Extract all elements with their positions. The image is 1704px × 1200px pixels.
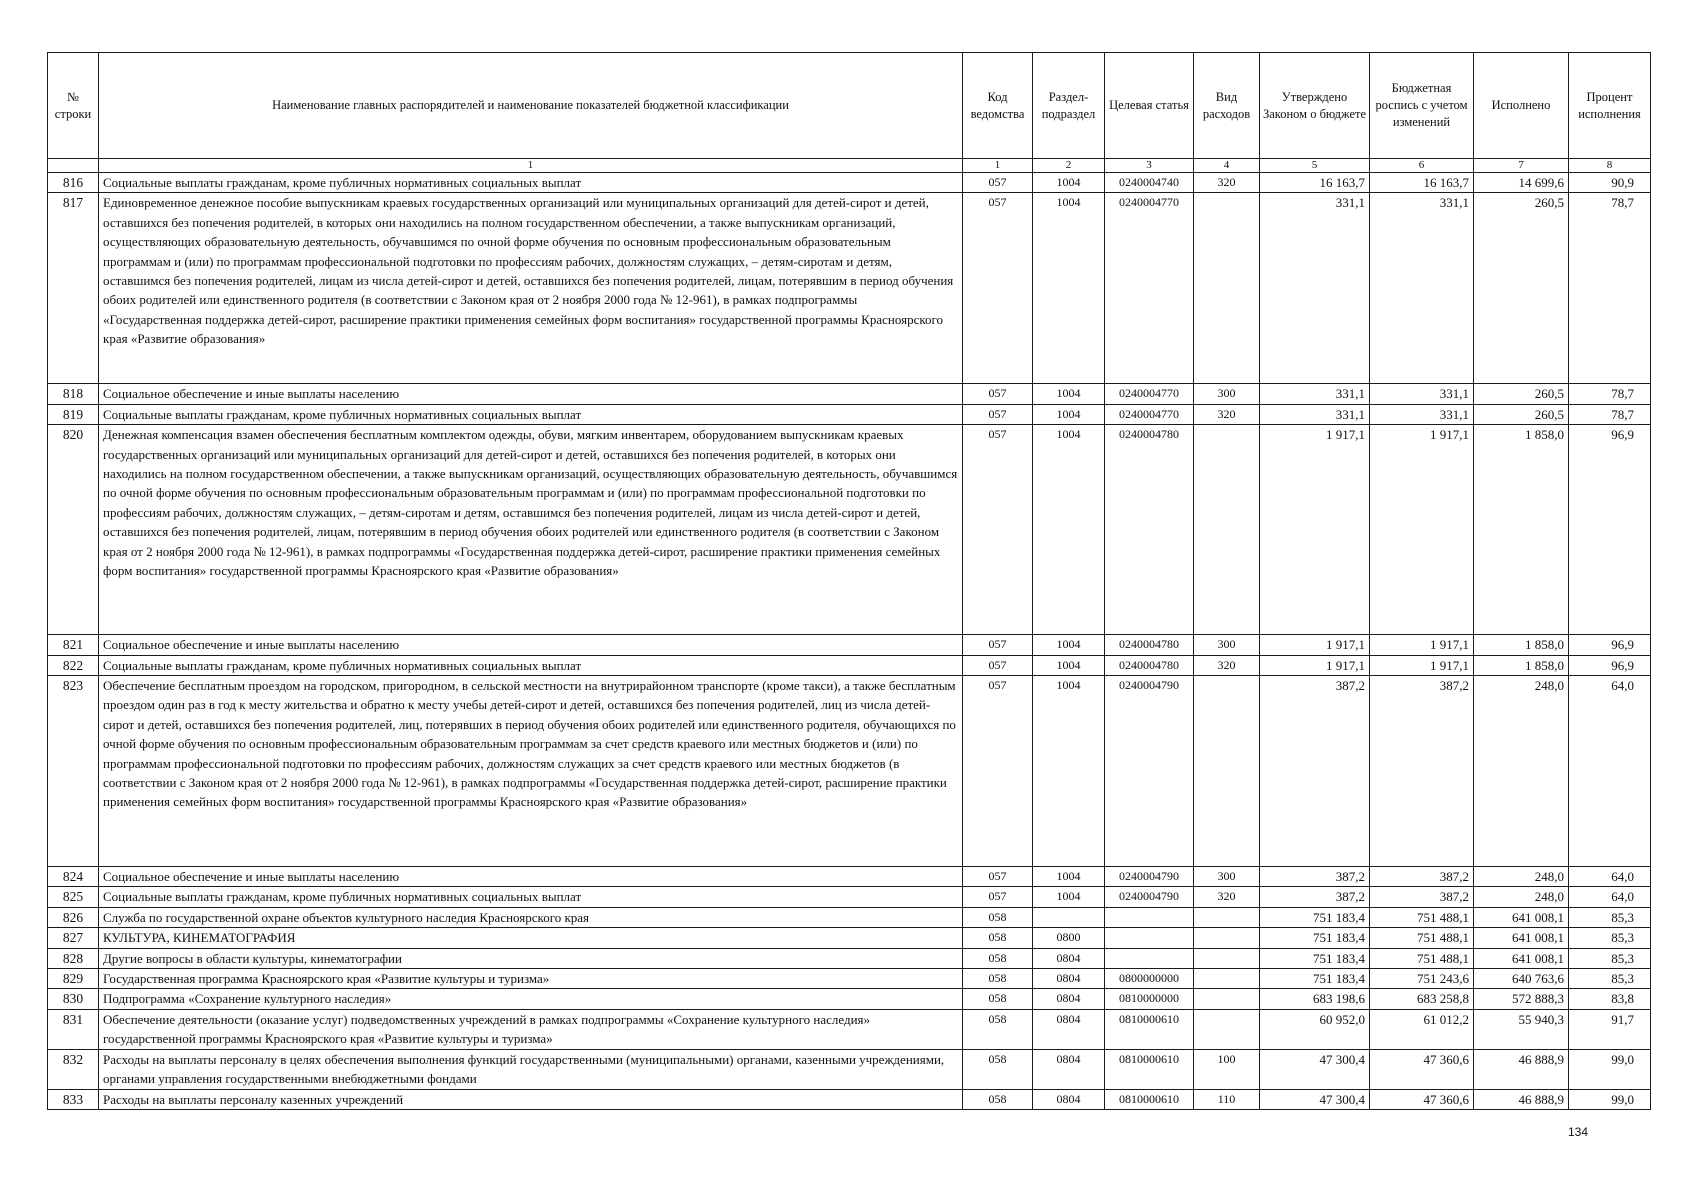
approved-amount: 751 183,4 [1260, 907, 1370, 927]
header-executed: Исполнено [1474, 53, 1569, 159]
execution-percent: 85,3 [1569, 969, 1651, 989]
section-code: 1004 [1033, 404, 1105, 424]
row-name: Денежная компенсация взамен обеспечения бесплатным комплектом одежды, обуви, мягким инвентарем, оборудованием выпускникам краевых государственных организаций или муниципальных организаций для детей-сирот и детей, оставшихся без попечения родителей, в которых они находились на полном государственном обеспечении, а также выпускникам организаций, осуществляющих образовательную деятельность, обучавшимся по очной форме обучения по основным профессиональным образовательным программам и (или) по программам профессиональной подготовки по профессиям рабочих, должностям служащих, – детям-сиротам и детям, оставшимся без попечения родителей, лицам из числа детей-сирот и детей, оставшихся без попечения родителей, лицам, потерявшим в период обучения обоих родителей или единственного родителя (в соответствии с Законом края от 2 ноября 2000 года № 12-961), в рамках подпрограммы «Государственная поддержка детей-сирот, расширение практики применения семейных форм воспитания» государственной программы Красноярского края «Развитие образования» [99, 425, 963, 635]
dept-code: 057 [963, 404, 1033, 424]
column-number: 7 [1474, 159, 1569, 173]
approved-amount: 387,2 [1260, 887, 1370, 907]
expense-type: 320 [1194, 173, 1260, 193]
dept-code: 057 [963, 867, 1033, 887]
expense-type: 100 [1194, 1049, 1260, 1089]
executed-amount: 46 888,9 [1474, 1049, 1569, 1089]
row-name: Другие вопросы в области культуры, кинематографии [99, 948, 963, 968]
table-row [48, 635, 1651, 655]
executed-amount: 641 008,1 [1474, 928, 1569, 948]
schedule-amount: 751 488,1 [1370, 928, 1474, 948]
executed-amount: 260,5 [1474, 193, 1569, 384]
dept-code: 057 [963, 676, 1033, 867]
target-article: 0800000000 [1105, 969, 1194, 989]
column-number: 2 [1033, 159, 1105, 173]
executed-amount: 248,0 [1474, 887, 1569, 907]
executed-amount: 248,0 [1474, 676, 1569, 867]
expense-type [1194, 907, 1260, 927]
schedule-amount: 751 488,1 [1370, 948, 1474, 968]
budget-execution-table [47, 52, 1651, 1110]
dept-code: 057 [963, 425, 1033, 635]
row-number: 816 [48, 173, 99, 193]
approved-amount: 47 300,4 [1260, 1049, 1370, 1089]
row-number: 830 [48, 989, 99, 1009]
target-article: 0240004770 [1105, 193, 1194, 384]
table-row [48, 425, 1651, 635]
approved-amount: 331,1 [1260, 404, 1370, 424]
row-number: 832 [48, 1049, 99, 1089]
approved-amount: 751 183,4 [1260, 948, 1370, 968]
dept-code: 058 [963, 989, 1033, 1009]
dept-code: 057 [963, 655, 1033, 675]
schedule-amount: 751 243,6 [1370, 969, 1474, 989]
target-article [1105, 948, 1194, 968]
header-percent: Процент исполнения [1569, 53, 1651, 159]
target-article: 0810000610 [1105, 1089, 1194, 1109]
column-number: 4 [1194, 159, 1260, 173]
schedule-amount: 47 360,6 [1370, 1089, 1474, 1109]
execution-percent: 64,0 [1569, 867, 1651, 887]
schedule-amount: 751 488,1 [1370, 907, 1474, 927]
execution-percent: 78,7 [1569, 404, 1651, 424]
schedule-amount: 47 360,6 [1370, 1049, 1474, 1089]
target-article [1105, 907, 1194, 927]
executed-amount: 641 008,1 [1474, 907, 1569, 927]
column-number-row [48, 159, 1651, 173]
expense-type [1194, 989, 1260, 1009]
schedule-amount: 683 258,8 [1370, 989, 1474, 1009]
approved-amount: 1 917,1 [1260, 655, 1370, 675]
target-article: 0240004770 [1105, 404, 1194, 424]
row-name: Государственная программа Красноярского края «Развитие культуры и туризма» [99, 969, 963, 989]
expense-type [1194, 676, 1260, 867]
section-code [1033, 907, 1105, 927]
row-number: 824 [48, 867, 99, 887]
column-number [48, 159, 99, 173]
target-article: 0240004780 [1105, 655, 1194, 675]
execution-percent: 90,9 [1569, 173, 1651, 193]
table-row [48, 867, 1651, 887]
schedule-amount: 387,2 [1370, 676, 1474, 867]
row-name: Социальные выплаты гражданам, кроме публичных нормативных социальных выплат [99, 655, 963, 675]
table-row [48, 404, 1651, 424]
expense-type: 300 [1194, 384, 1260, 404]
executed-amount: 1 858,0 [1474, 655, 1569, 675]
section-code: 1004 [1033, 635, 1105, 655]
executed-amount: 1 858,0 [1474, 635, 1569, 655]
dept-code: 058 [963, 1089, 1033, 1109]
section-code: 0804 [1033, 1089, 1105, 1109]
executed-amount: 1 858,0 [1474, 425, 1569, 635]
execution-percent: 64,0 [1569, 887, 1651, 907]
schedule-amount: 331,1 [1370, 384, 1474, 404]
expense-type: 300 [1194, 635, 1260, 655]
row-number: 817 [48, 193, 99, 384]
table-row [48, 948, 1651, 968]
approved-amount: 331,1 [1260, 193, 1370, 384]
section-code: 0804 [1033, 1009, 1105, 1049]
target-article: 0810000000 [1105, 989, 1194, 1009]
approved-amount: 16 163,7 [1260, 173, 1370, 193]
approved-amount: 683 198,6 [1260, 989, 1370, 1009]
row-name: Социальные выплаты гражданам, кроме публичных нормативных социальных выплат [99, 173, 963, 193]
executed-amount: 260,5 [1474, 384, 1569, 404]
executed-amount: 55 940,3 [1474, 1009, 1569, 1049]
header-expense-type: Вид расходов [1194, 53, 1260, 159]
expense-type: 320 [1194, 404, 1260, 424]
approved-amount: 387,2 [1260, 867, 1370, 887]
target-article: 0240004780 [1105, 425, 1194, 635]
execution-percent: 99,0 [1569, 1089, 1651, 1109]
execution-percent: 85,3 [1569, 907, 1651, 927]
dept-code: 058 [963, 1009, 1033, 1049]
header-approved: Утверждено Законом о бюджете [1260, 53, 1370, 159]
section-code: 1004 [1033, 867, 1105, 887]
expense-type: 110 [1194, 1089, 1260, 1109]
row-number: 833 [48, 1089, 99, 1109]
row-name: Социальное обеспечение и иные выплаты населению [99, 867, 963, 887]
target-article: 0240004790 [1105, 867, 1194, 887]
header-row-no: № строки [48, 53, 99, 159]
table-body [48, 173, 1651, 1110]
target-article: 0240004770 [1105, 384, 1194, 404]
expense-type: 300 [1194, 867, 1260, 887]
execution-percent: 96,9 [1569, 655, 1651, 675]
target-article: 0240004780 [1105, 635, 1194, 655]
approved-amount: 387,2 [1260, 676, 1370, 867]
execution-percent: 85,3 [1569, 948, 1651, 968]
execution-percent: 91,7 [1569, 1009, 1651, 1049]
approved-amount: 751 183,4 [1260, 928, 1370, 948]
header-row [48, 53, 1651, 159]
approved-amount: 1 917,1 [1260, 425, 1370, 635]
execution-percent: 96,9 [1569, 425, 1651, 635]
row-number: 828 [48, 948, 99, 968]
schedule-amount: 1 917,1 [1370, 635, 1474, 655]
schedule-amount: 61 012,2 [1370, 1009, 1474, 1049]
section-code: 1004 [1033, 193, 1105, 384]
section-code: 1004 [1033, 655, 1105, 675]
row-number: 831 [48, 1009, 99, 1049]
table-row [48, 655, 1651, 675]
table-row [48, 887, 1651, 907]
section-code: 1004 [1033, 173, 1105, 193]
row-number: 818 [48, 384, 99, 404]
target-article: 0240004790 [1105, 887, 1194, 907]
page-number: 134 [1568, 1125, 1589, 1139]
row-name: Расходы на выплаты персоналу казенных учреждений [99, 1089, 963, 1109]
schedule-amount: 1 917,1 [1370, 425, 1474, 635]
table-row [48, 1009, 1651, 1049]
table-row [48, 907, 1651, 927]
column-number: 6 [1370, 159, 1474, 173]
schedule-amount: 1 917,1 [1370, 655, 1474, 675]
executed-amount: 641 008,1 [1474, 948, 1569, 968]
column-number: 3 [1105, 159, 1194, 173]
executed-amount: 640 763,6 [1474, 969, 1569, 989]
row-number: 827 [48, 928, 99, 948]
expense-type [1194, 193, 1260, 384]
dept-code: 057 [963, 384, 1033, 404]
header-dept-code: Код ведомства [963, 53, 1033, 159]
row-number: 825 [48, 887, 99, 907]
row-name: Единовременное денежное пособие выпускникам краевых государственных организаций или муниципальных организаций для детей-сирот и детей, оставшихся без попечения родителей, в которых они находились на полном государственном обеспечении, а также выпускникам организаций, осуществляющих образовательную деятельность, обучавшимся по очной форме обучения по основным профессиональным образовательным программам и (или) по программам профессиональной подготовки по профессиям рабочих, должностям служащих, – детям-сиротам и детям, оставшимся без попечения родителей, лицам из числа детей-сирот и детей, оставшихся без попечения родителей, лицам, потерявшим в период обучения обоих родителей или единственного родителя (в соответствии с Законом края от 2 ноября 2000 года № 12-961), в рамках подпрограммы «Государственная поддержка детей-сирот, расширение практики применения семейных форм воспитания» государственной программы Красноярского края «Развитие образования» [99, 193, 963, 384]
dept-code: 057 [963, 887, 1033, 907]
execution-percent: 78,7 [1569, 384, 1651, 404]
target-article [1105, 928, 1194, 948]
dept-code: 058 [963, 948, 1033, 968]
row-number: 829 [48, 969, 99, 989]
section-code: 1004 [1033, 384, 1105, 404]
dept-code: 057 [963, 635, 1033, 655]
executed-amount: 14 699,6 [1474, 173, 1569, 193]
column-number: 5 [1260, 159, 1370, 173]
executed-amount: 248,0 [1474, 867, 1569, 887]
table-row [48, 676, 1651, 867]
header-section: Раздел-подраздел [1033, 53, 1105, 159]
section-code: 0804 [1033, 989, 1105, 1009]
section-code: 1004 [1033, 425, 1105, 635]
schedule-amount: 387,2 [1370, 867, 1474, 887]
row-name: Социальное обеспечение и иные выплаты населению [99, 635, 963, 655]
row-name: Расходы на выплаты персоналу в целях обеспечения выполнения функций государственными (муниципальными) органами, казенными учреждениями, органами управления государственными внебюджетными фондами [99, 1049, 963, 1089]
header-schedule: Бюджетная роспись с учетом изменений [1370, 53, 1474, 159]
schedule-amount: 16 163,7 [1370, 173, 1474, 193]
row-name: Обеспечение бесплатным проездом на городском, пригородном, в сельской местности на внутрирайонном транспорте (кроме такси), а также бесплатным проездом один раз в год к месту жительства и обратно к месту учебы детей-сирот и детей, оставшихся без попечения родителей, лиц из числа детей-сирот и детей, оставшихся без попечения родителей, лиц, потерявших в период обучения обоих родителей или единственного родителя, обучающихся по очной форме обучения по основным профессиональным образовательным программам за счет средств краевого или местных бюджетов и (или) по программам профессиональной подготовки по профессиям рабочих, должностям служащих за счет средств краевого или местных бюджетов (в соответствии с Законом края от 2 ноября 2000 года № 12-961), в рамках подпрограммы «Государственная поддержка детей-сирот, расширение практики применения семейных форм воспитания» государственной программы Красноярского края «Развитие образования» [99, 676, 963, 867]
executed-amount: 260,5 [1474, 404, 1569, 424]
target-article: 0240004790 [1105, 676, 1194, 867]
expense-type: 320 [1194, 887, 1260, 907]
approved-amount: 60 952,0 [1260, 1009, 1370, 1049]
target-article: 0240004740 [1105, 173, 1194, 193]
approved-amount: 1 917,1 [1260, 635, 1370, 655]
table-row [48, 989, 1651, 1009]
column-number: 1 [963, 159, 1033, 173]
execution-percent: 78,7 [1569, 193, 1651, 384]
expense-type [1194, 928, 1260, 948]
execution-percent: 99,0 [1569, 1049, 1651, 1089]
dept-code: 058 [963, 969, 1033, 989]
header-name: Наименование главных распорядителей и наименование показателей бюджетной классификации [99, 53, 963, 159]
row-number: 819 [48, 404, 99, 424]
target-article: 0810000610 [1105, 1049, 1194, 1089]
table-row [48, 384, 1651, 404]
section-code: 0804 [1033, 1049, 1105, 1089]
target-article: 0810000610 [1105, 1009, 1194, 1049]
row-name: Социальные выплаты гражданам, кроме публичных нормативных социальных выплат [99, 404, 963, 424]
row-name: Служба по государственной охране объектов культурного наследия Красноярского края [99, 907, 963, 927]
dept-code: 058 [963, 928, 1033, 948]
schedule-amount: 331,1 [1370, 404, 1474, 424]
section-code: 1004 [1033, 887, 1105, 907]
row-name: Социальное обеспечение и иные выплаты населению [99, 384, 963, 404]
execution-percent: 83,8 [1569, 989, 1651, 1009]
execution-percent: 96,9 [1569, 635, 1651, 655]
expense-type [1194, 425, 1260, 635]
expense-type: 320 [1194, 655, 1260, 675]
dept-code: 057 [963, 173, 1033, 193]
row-name: Подпрограмма «Сохранение культурного наследия» [99, 989, 963, 1009]
approved-amount: 47 300,4 [1260, 1089, 1370, 1109]
schedule-amount: 387,2 [1370, 887, 1474, 907]
row-number: 822 [48, 655, 99, 675]
section-code: 0804 [1033, 948, 1105, 968]
section-code: 0804 [1033, 969, 1105, 989]
expense-type [1194, 969, 1260, 989]
expense-type [1194, 1009, 1260, 1049]
table-row [48, 928, 1651, 948]
table-row [48, 193, 1651, 384]
table-row [48, 969, 1651, 989]
table-row [48, 1049, 1651, 1089]
row-number: 821 [48, 635, 99, 655]
section-code: 0800 [1033, 928, 1105, 948]
execution-percent: 64,0 [1569, 676, 1651, 867]
row-number: 823 [48, 676, 99, 867]
dept-code: 058 [963, 907, 1033, 927]
row-number: 826 [48, 907, 99, 927]
approved-amount: 751 183,4 [1260, 969, 1370, 989]
executed-amount: 46 888,9 [1474, 1089, 1569, 1109]
row-number: 820 [48, 425, 99, 635]
executed-amount: 572 888,3 [1474, 989, 1569, 1009]
schedule-amount: 331,1 [1370, 193, 1474, 384]
row-name: Социальные выплаты гражданам, кроме публичных нормативных социальных выплат [99, 887, 963, 907]
approved-amount: 331,1 [1260, 384, 1370, 404]
dept-code: 057 [963, 193, 1033, 384]
column-number: 8 [1569, 159, 1651, 173]
section-code: 1004 [1033, 676, 1105, 867]
row-name: КУЛЬТУРА, КИНЕМАТОГРАФИЯ [99, 928, 963, 948]
header-target-article: Целевая статья [1105, 53, 1194, 159]
row-name: Обеспечение деятельности (оказание услуг) подведомственных учреждений в рамках подпрограммы «Сохранение культурного наследия» государственной программы Красноярского края «Развитие культуры и туризма» [99, 1009, 963, 1049]
column-number: 1 [99, 159, 963, 173]
expense-type [1194, 948, 1260, 968]
execution-percent: 85,3 [1569, 928, 1651, 948]
table-row [48, 173, 1651, 193]
dept-code: 058 [963, 1049, 1033, 1089]
table-row [48, 1089, 1651, 1109]
